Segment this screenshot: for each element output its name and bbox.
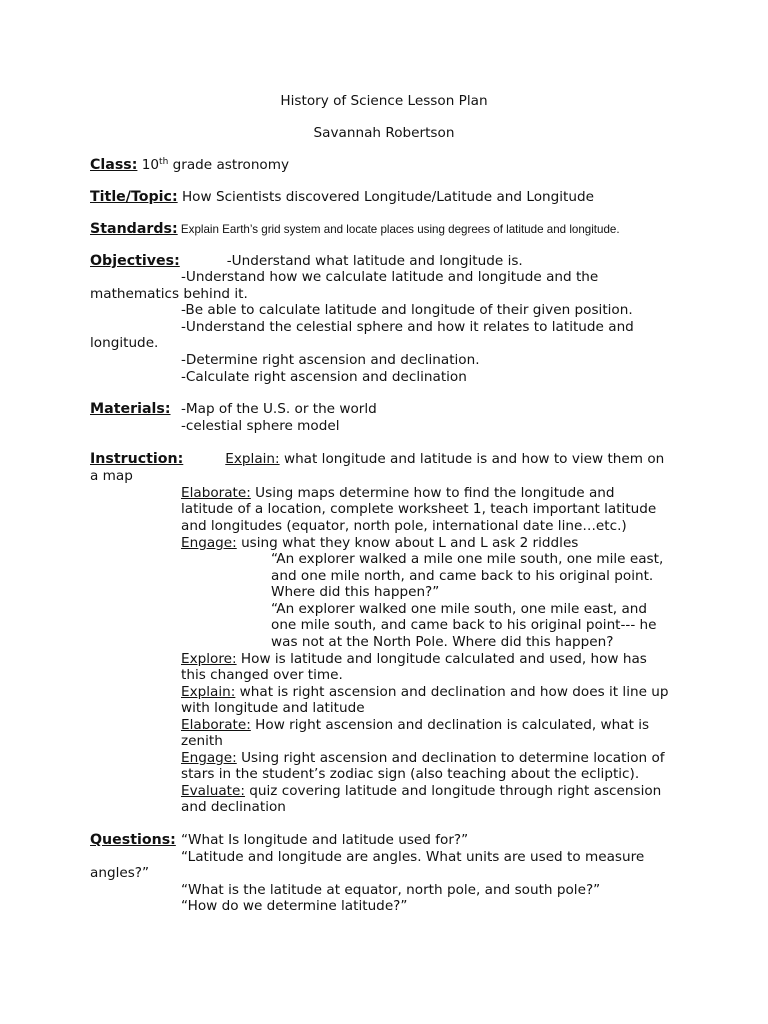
explain-label: Explain: bbox=[225, 451, 280, 467]
instruction-label: Instruction: bbox=[90, 451, 184, 467]
riddle-line: and one mile north, and came back to his original point. bbox=[271, 568, 654, 584]
explain2-text: what is right ascension and declination and how does it line up bbox=[235, 684, 669, 700]
materials-label: Materials: bbox=[90, 401, 171, 417]
elaborate-text-cont: and longitudes (equator, north pole, international date line…etc.) bbox=[181, 518, 627, 534]
elaborate-text-cont: latitude of a location, complete worksheet 1, teach important latitude bbox=[181, 501, 657, 517]
engage2-label: Engage: bbox=[181, 750, 237, 766]
class-label: Class: bbox=[90, 157, 138, 173]
question-item: “What is the latitude at equator, north pole, and south pole?” bbox=[181, 882, 601, 898]
elaborate-text: Using maps determine how to find the longitude and bbox=[250, 485, 615, 501]
explore-text-cont: this changed over time. bbox=[181, 667, 343, 683]
riddle-line: Where did this happen?” bbox=[271, 584, 440, 600]
document-title: History of Science Lesson Plan bbox=[280, 93, 488, 109]
materials-row bbox=[90, 401, 171, 417]
explain2-row bbox=[181, 684, 669, 700]
class-value-number: 10 bbox=[137, 157, 160, 173]
engage-text: using what they know about L and L ask 2 riddles bbox=[236, 535, 579, 551]
explain-text: what longitude and latitude is and how to view them on bbox=[279, 451, 665, 467]
class-row bbox=[90, 157, 289, 173]
instruction-row bbox=[90, 451, 664, 467]
riddle-line: was not at the North Pole. Where did this happen? bbox=[271, 634, 614, 650]
elaborate2-row bbox=[181, 717, 649, 733]
evaluate-row bbox=[181, 783, 661, 799]
objective-item-cont: longitude. bbox=[90, 335, 159, 351]
explain2-text-cont: with longitude and latitude bbox=[181, 700, 365, 716]
riddle-line: “An explorer walked a mile one mile south, one mile east, bbox=[271, 551, 664, 567]
material-item: -celestial sphere model bbox=[181, 418, 340, 434]
author-name: Savannah Robertson bbox=[313, 125, 455, 141]
elaborate2-label: Elaborate: bbox=[181, 717, 251, 733]
class-value-text: grade astronomy bbox=[168, 157, 290, 173]
class-value-suffix: th bbox=[159, 157, 169, 167]
questions-row bbox=[90, 832, 176, 848]
engage-label: Engage: bbox=[181, 535, 237, 551]
standards-row bbox=[90, 221, 620, 238]
question-item-cont: angles?” bbox=[90, 865, 150, 881]
explain-text-cont: a map bbox=[90, 468, 133, 484]
evaluate-label: Evaluate: bbox=[181, 783, 245, 799]
explore-row bbox=[181, 651, 647, 667]
topic-label: Title/Topic: bbox=[90, 189, 178, 205]
question-item: “How do we determine latitude?” bbox=[181, 898, 408, 914]
objective-item: -Be able to calculate latitude and longitude of their given position. bbox=[181, 302, 633, 318]
explain2-label: Explain: bbox=[181, 684, 236, 700]
question-item: “What Is longitude and latitude used for?” bbox=[181, 832, 469, 848]
objective-item: -Determine right ascension and declination. bbox=[181, 352, 480, 368]
objectives-row bbox=[90, 253, 523, 269]
objective-item: -Understand how we calculate latitude and longitude and the bbox=[181, 269, 599, 285]
explore-text: How is latitude and longitude calculated and used, how has bbox=[236, 651, 647, 667]
objectives-label: Objectives: bbox=[90, 253, 180, 269]
material-item: -Map of the U.S. or the world bbox=[181, 401, 377, 417]
objective-item: -Understand the celestial sphere and how it relates to latitude and bbox=[181, 319, 634, 335]
engage-row bbox=[181, 535, 578, 551]
riddle-line: one mile south, and came back to his original point--- he bbox=[271, 617, 657, 633]
evaluate-text: quiz covering latitude and longitude through right ascension bbox=[244, 783, 662, 799]
standards-label: Standards: bbox=[90, 221, 178, 237]
engage2-text: Using right ascension and declination to determine location of bbox=[236, 750, 665, 766]
questions-label: Questions: bbox=[90, 832, 176, 848]
objective-item: -Understand what latitude and longitude is. bbox=[226, 253, 523, 269]
engage2-text-cont: stars in the student’s zodiac sign (also teaching about the ecliptic). bbox=[181, 766, 640, 782]
elaborate2-text: How right ascension and declination is calculated, what is bbox=[250, 717, 650, 733]
topic-row bbox=[90, 189, 594, 205]
standards-value: Explain Earth’s grid system and locate places using degrees of latitude and longitude. bbox=[177, 223, 620, 236]
topic-value: How Scientists discovered Longitude/Latitude and Longitude bbox=[177, 189, 594, 205]
objective-item-cont: mathematics behind it. bbox=[90, 286, 248, 302]
evaluate-text-cont: and declination bbox=[181, 799, 286, 815]
question-item: “Latitude and longitude are angles. What units are used to measure bbox=[181, 849, 645, 865]
explore-label: Explore: bbox=[181, 651, 237, 667]
elaborate-row bbox=[181, 485, 615, 501]
elaborate-label: Elaborate: bbox=[181, 485, 251, 501]
objective-item: -Calculate right ascension and declination bbox=[181, 369, 467, 385]
riddle-line: “An explorer walked one mile south, one mile east, and bbox=[271, 601, 648, 617]
engage2-row bbox=[181, 750, 665, 766]
elaborate2-text-cont: zenith bbox=[181, 733, 223, 749]
